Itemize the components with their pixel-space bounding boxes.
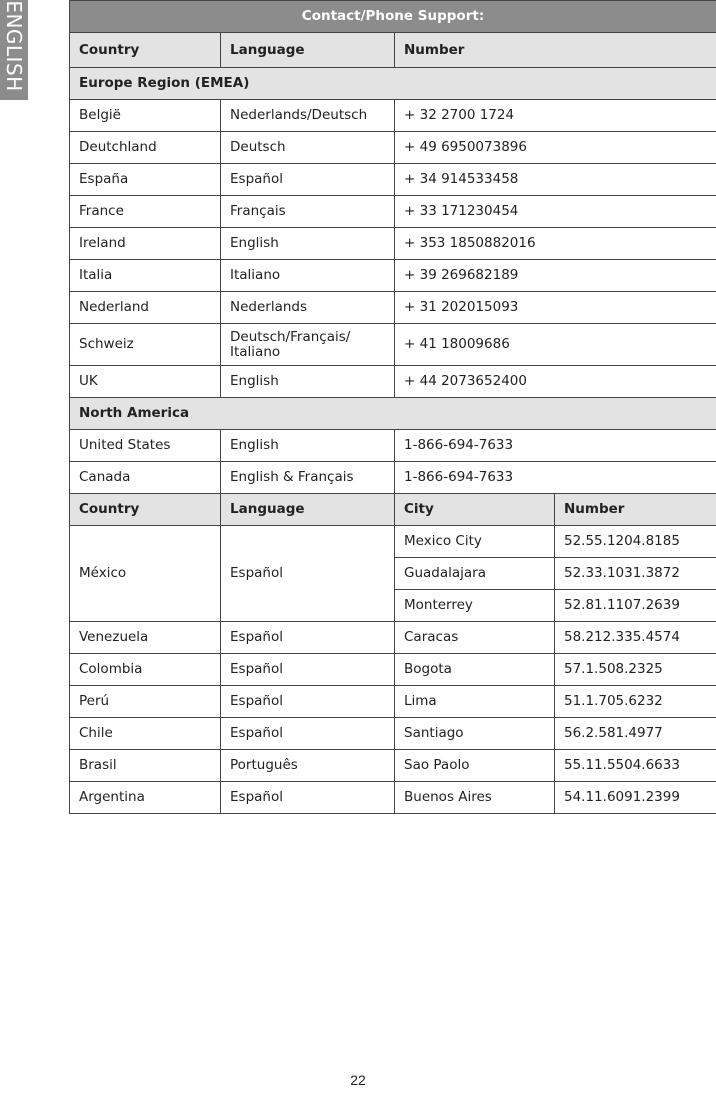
table-row bbox=[70, 228, 716, 260]
country-cell: México bbox=[70, 526, 221, 622]
phone-number-cell: 55.11.5504.6633 bbox=[555, 750, 716, 782]
country-cell: España bbox=[70, 164, 221, 196]
table-row bbox=[70, 782, 716, 814]
header-country: Country bbox=[70, 33, 221, 68]
language-side-tab bbox=[0, 0, 28, 100]
country-cell: Nederland bbox=[70, 292, 221, 324]
header-language: Language bbox=[221, 494, 395, 526]
language-cell: English & Français bbox=[221, 462, 395, 494]
country-cell: Venezuela bbox=[70, 622, 221, 654]
language-cell: Deutsch/Français/ Italiano bbox=[221, 324, 395, 366]
phone-number-cell: 58.212.335.4574 bbox=[555, 622, 716, 654]
country-cell: United States bbox=[70, 430, 221, 462]
phone-number-cell: 52.55.1204.8185 bbox=[555, 526, 716, 558]
phone-number-cell: 1-866-694-7633 bbox=[395, 430, 716, 462]
language-cell: Español bbox=[221, 782, 395, 814]
language-cell: Español bbox=[221, 622, 395, 654]
table-header-row bbox=[70, 33, 716, 68]
phone-number-cell: + 32 2700 1724 bbox=[395, 100, 716, 132]
table-row bbox=[70, 654, 716, 686]
table-row bbox=[70, 100, 716, 132]
language-cell: English bbox=[221, 430, 395, 462]
city-cell: Caracas bbox=[395, 622, 555, 654]
country-cell: Deutchland bbox=[70, 132, 221, 164]
header-number: Number bbox=[555, 494, 716, 526]
city-cell: Sao Paolo bbox=[395, 750, 555, 782]
region-row bbox=[70, 68, 716, 100]
table-row bbox=[70, 462, 716, 494]
region-north-america: North America bbox=[70, 398, 716, 430]
country-cell: Italia bbox=[70, 260, 221, 292]
language-cell: Español bbox=[221, 164, 395, 196]
language-cell: English bbox=[221, 366, 395, 398]
table-row bbox=[70, 430, 716, 462]
latin-header-row bbox=[70, 494, 716, 526]
city-cell: Mexico City bbox=[395, 526, 555, 558]
city-cell: Guadalajara bbox=[395, 558, 555, 590]
table-row bbox=[70, 164, 716, 196]
phone-number-cell: + 33 171230454 bbox=[395, 196, 716, 228]
city-cell: Santiago bbox=[395, 718, 555, 750]
phone-number-cell: + 44 2073652400 bbox=[395, 366, 716, 398]
header-number: Number bbox=[395, 33, 716, 68]
contact-support-table bbox=[69, 0, 716, 814]
country-cell: Perú bbox=[70, 686, 221, 718]
header-language: Language bbox=[221, 33, 395, 68]
phone-number-cell: 57.1.508.2325 bbox=[555, 654, 716, 686]
country-cell: Colombia bbox=[70, 654, 221, 686]
phone-number-cell: 54.11.6091.2399 bbox=[555, 782, 716, 814]
side-tab-label: ENGLISH bbox=[2, 0, 26, 92]
table-row bbox=[70, 686, 716, 718]
country-cell: Schweiz bbox=[70, 324, 221, 366]
phone-number-cell: 52.33.1031.3872 bbox=[555, 558, 716, 590]
language-cell: English bbox=[221, 228, 395, 260]
phone-number-cell: + 353 1850882016 bbox=[395, 228, 716, 260]
language-cell: Español bbox=[221, 654, 395, 686]
city-cell: Buenos Aires bbox=[395, 782, 555, 814]
table-title: Contact/Phone Support: bbox=[70, 1, 716, 33]
language-cell: Français bbox=[221, 196, 395, 228]
city-cell: Monterrey bbox=[395, 590, 555, 622]
language-cell: Español bbox=[221, 686, 395, 718]
phone-number-cell: 52.81.1107.2639 bbox=[555, 590, 716, 622]
country-cell: Chile bbox=[70, 718, 221, 750]
region-row bbox=[70, 398, 716, 430]
table-row bbox=[70, 526, 716, 558]
table-title-row bbox=[70, 1, 716, 33]
table-row bbox=[70, 718, 716, 750]
language-cell: Português bbox=[221, 750, 395, 782]
table-row bbox=[70, 750, 716, 782]
phone-number-cell: + 31 202015093 bbox=[395, 292, 716, 324]
table-row bbox=[70, 324, 716, 366]
phone-number-cell: 1-866-694-7633 bbox=[395, 462, 716, 494]
table-row bbox=[70, 260, 716, 292]
country-cell: UK bbox=[70, 366, 221, 398]
language-cell: Nederlands bbox=[221, 292, 395, 324]
region-europe: Europe Region (EMEA) bbox=[70, 68, 716, 100]
phone-number-cell: 56.2.581.4977 bbox=[555, 718, 716, 750]
language-cell: Deutsch bbox=[221, 132, 395, 164]
phone-number-cell: + 34 914533458 bbox=[395, 164, 716, 196]
country-cell: Ireland bbox=[70, 228, 221, 260]
city-cell: Lima bbox=[395, 686, 555, 718]
language-cell: Nederlands/Deutsch bbox=[221, 100, 395, 132]
phone-number-cell: 51.1.705.6232 bbox=[555, 686, 716, 718]
language-cell: Español bbox=[221, 718, 395, 750]
city-cell: Bogota bbox=[395, 654, 555, 686]
header-city: City bbox=[395, 494, 555, 526]
table-row bbox=[70, 292, 716, 324]
page-number: 22 bbox=[350, 1072, 366, 1088]
table-row bbox=[70, 196, 716, 228]
phone-number-cell: + 49 6950073896 bbox=[395, 132, 716, 164]
language-cell: Italiano bbox=[221, 260, 395, 292]
language-cell: Español bbox=[221, 526, 395, 622]
country-cell: Canada bbox=[70, 462, 221, 494]
table-row bbox=[70, 366, 716, 398]
country-cell: France bbox=[70, 196, 221, 228]
country-cell: Brasil bbox=[70, 750, 221, 782]
phone-number-cell: + 41 18009686 bbox=[395, 324, 716, 366]
phone-number-cell: + 39 269682189 bbox=[395, 260, 716, 292]
table-row bbox=[70, 132, 716, 164]
country-cell: België bbox=[70, 100, 221, 132]
table-row bbox=[70, 622, 716, 654]
country-cell: Argentina bbox=[70, 782, 221, 814]
header-country: Country bbox=[70, 494, 221, 526]
